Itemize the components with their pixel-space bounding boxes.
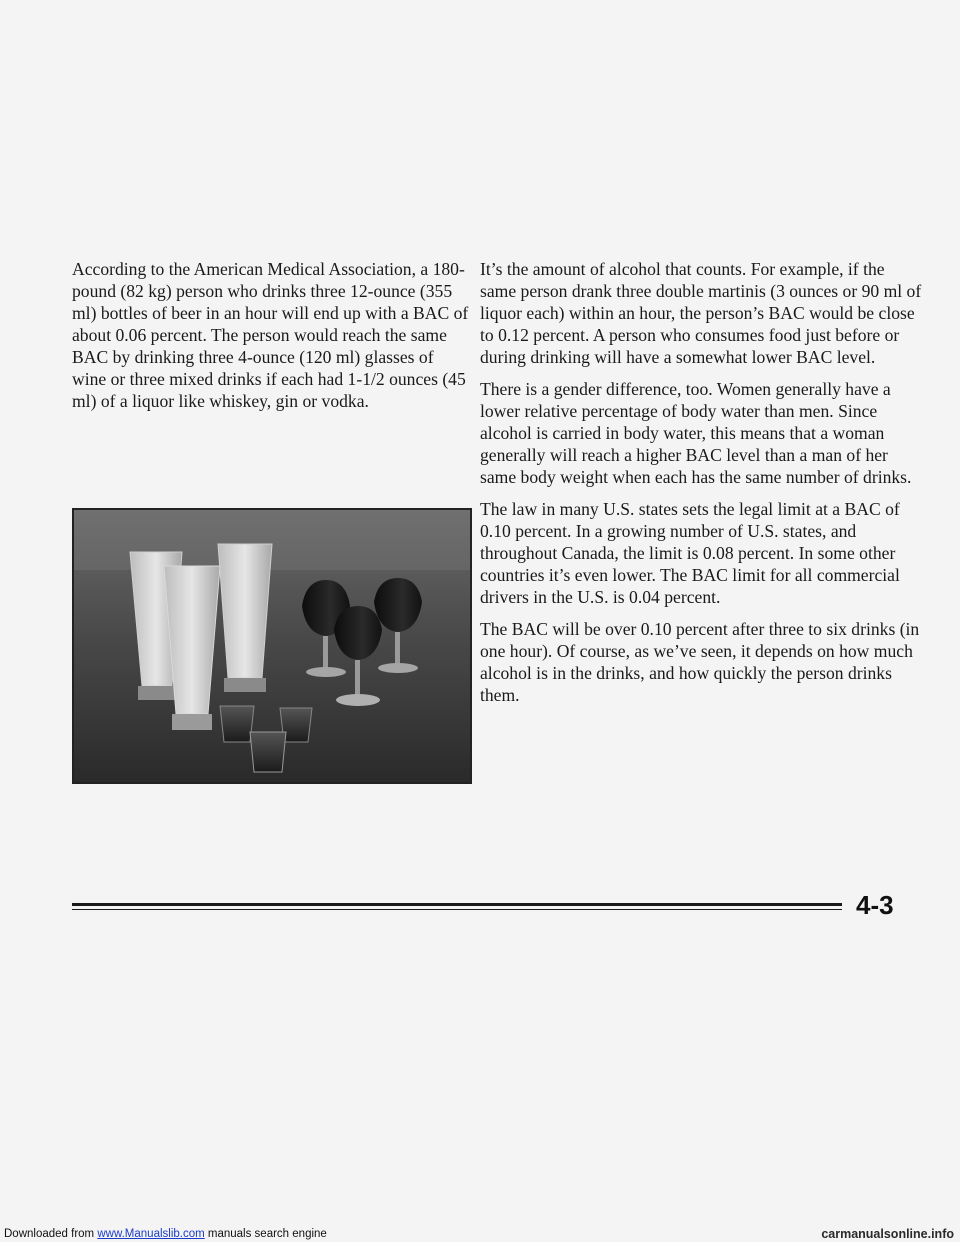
shot-glass-1: [220, 706, 254, 742]
manualslib-link[interactable]: www.Manualslib.com: [97, 1228, 205, 1240]
right-paragraph-4: The BAC will be over 0.10 percent after three to six drinks (in one hour). Of course, as we’ve seen, it depends on how much alcohol is in the drinks, and how quickly the person drinks them.: [480, 619, 920, 705]
download-footer: [0, 1226, 960, 1242]
right-paragraph-3: The law in many U.S. states sets the legal limit at a BAC of 0.10 percent. In a growing number of U.S. states, and throughout Canada, the limit is 0.08 percent. In some other countries it’s even lower. The BAC limit for all commercial drivers in the U.S. is 0.04 percent.: [480, 499, 900, 607]
footer-source: [4, 1226, 327, 1242]
right-paragraph-1: It’s the amount of alcohol that counts. For example, if the same person drank three double martinis (3 ounces or 90 ml of liquor each) within an hour, the person’s BAC would be close to 0.12 percent. A person who consumes food just before or during drinking will have a somewhat lower BAC level.: [480, 259, 922, 367]
footer-prefix: Downloaded from: [4, 1228, 98, 1240]
footer-suffix: manuals search engine: [204, 1228, 327, 1240]
left-paragraph-1: According to the American Medical Association, a 180-pound (82 kg) person who drinks three 12-ounce (355 ml) bottles of beer in an hour will end up with a BAC of about 0.06 percent. The person would reach the same BAC by drinking three 4-ounce (120 ml) glasses of wine or three mixed drinks if each had 1-1/2 ounces (45 ml) of a liquor like whiskey, gin or vodka.: [72, 259, 469, 411]
drinks-photo: [72, 508, 472, 784]
footer-rule-thin: [72, 909, 842, 910]
left-column: [72, 258, 472, 422]
right-column: [480, 258, 925, 716]
footer-rule-thick: [72, 903, 842, 906]
page-number: 4-3: [856, 890, 894, 920]
right-paragraph-2: There is a gender difference, too. Women generally have a lower relative percentage of body water than men. Since alcohol is carried in body water, this means that a woman generally will reach a higher BAC level than a man of her same body weight when each has the same number of drinks.: [480, 379, 912, 487]
watermark-text: carmanualsonline.info: [821, 1227, 954, 1241]
shot-glass-3: [250, 732, 286, 772]
